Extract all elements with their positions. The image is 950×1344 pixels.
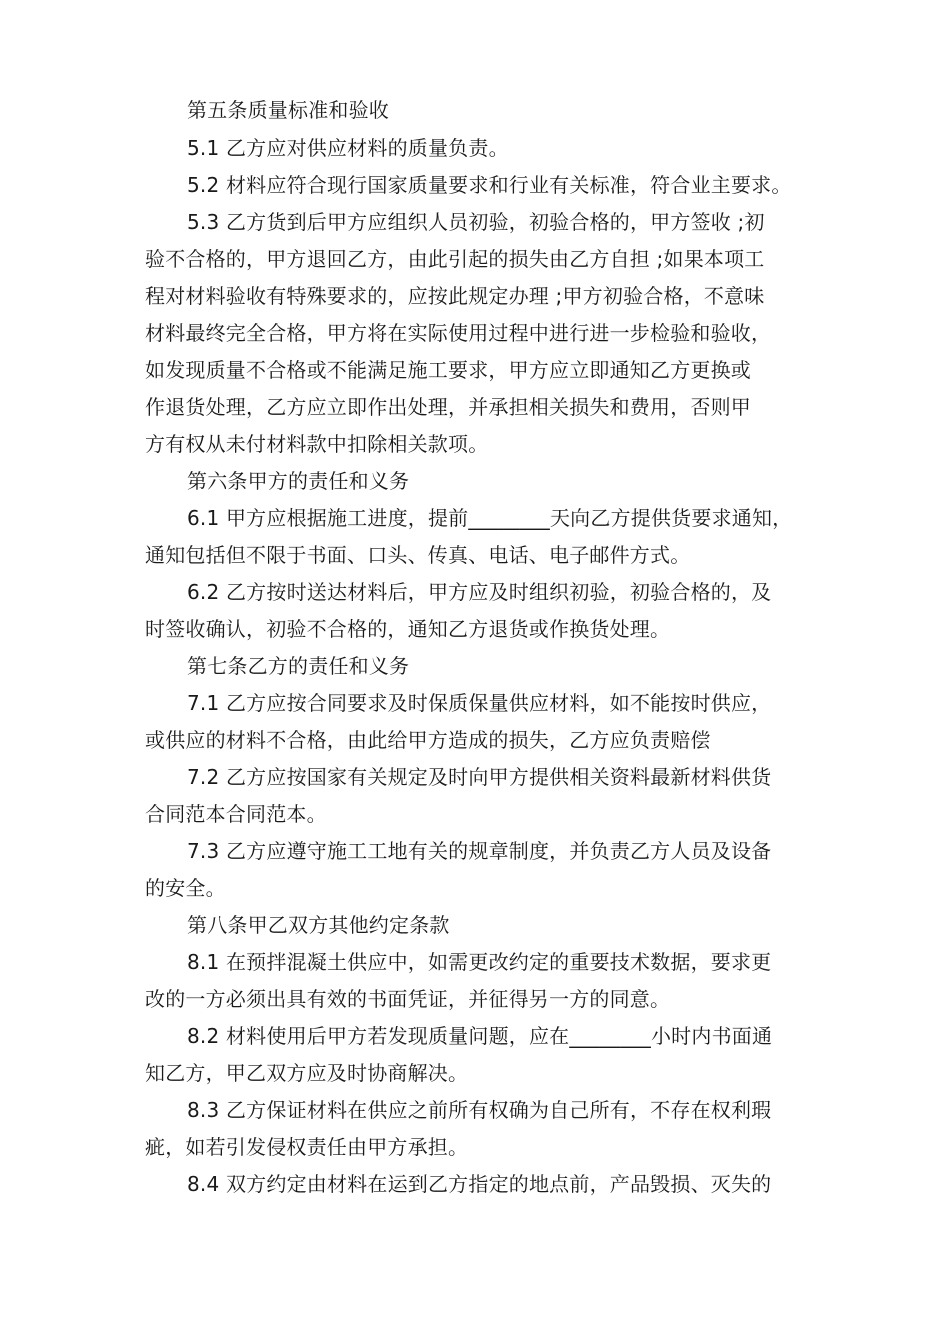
article-5-heading: 第五条质量标准和验收 bbox=[187, 98, 389, 122]
clause-6-1: 6.1 甲方应根据施工进度，提前________天向乙方提供货要求通知， bbox=[187, 506, 793, 530]
clause-8-3-line: 疵，如若引发侵权责任由甲方承担。 bbox=[145, 1135, 469, 1159]
clause-5-3-line: 材料最终完全合格，甲方将在实际使用过程中进行进一步检验和验收， bbox=[145, 321, 772, 345]
clause-8-3: 8.3 乙方保证材料在供应之前所有权确为自己所有，不存在权利瑕 bbox=[187, 1098, 772, 1122]
article-6-heading: 第六条甲方的责任和义务 bbox=[187, 469, 410, 493]
clause-8-2: 8.2 材料使用后甲方若发现质量问题，应在________小时内书面通 bbox=[187, 1024, 773, 1048]
clause-5-3-line: 验不合格的，甲方退回乙方，由此引起的损失由乙方自担 ;如果本项工 bbox=[145, 247, 765, 271]
clause-5-1: 5.1 乙方应对供应材料的质量负责。 bbox=[187, 136, 509, 160]
article-8-heading: 第八条甲乙双方其他约定条款 bbox=[187, 913, 450, 937]
clause-7-1-line: 或供应的材料不合格，由此给甲方造成的损失，乙方应负责赔偿 bbox=[145, 728, 711, 752]
clause-6-2: 6.2 乙方按时送达材料后，甲方应及时组织初验，初验合格的，及 bbox=[187, 580, 772, 604]
clause-5-2: 5.2 材料应符合现行国家质量要求和行业有关标准，符合业主要求。 bbox=[187, 173, 792, 197]
clause-5-3-line: 方有权从未付材料款中扣除相关款项。 bbox=[145, 432, 489, 456]
clause-5-3-line: 程对材料验收有特殊要求的，应按此规定办理 ;甲方初验合格，不意味 bbox=[145, 284, 765, 308]
clause-8-2-line: 知乙方，甲乙双方应及时协商解决。 bbox=[145, 1061, 469, 1085]
clause-7-1: 7.1 乙方应按合同要求及时保质保量供应材料，如不能按时供应， bbox=[187, 691, 772, 715]
clause-7-3: 7.3 乙方应遵守施工工地有关的规章制度，并负责乙方人员及设备 bbox=[187, 839, 772, 863]
clause-8-1: 8.1 在预拌混凝土供应中，如需更改约定的重要技术数据，要求更 bbox=[187, 950, 772, 974]
clause-5-3: 5.3 乙方货到后甲方应组织人员初验，初验合格的，甲方签收 ;初 bbox=[187, 210, 765, 234]
clause-7-3-line: 的安全。 bbox=[145, 876, 226, 900]
clause-7-2: 7.2 乙方应按国家有关规定及时向甲方提供相关资料最新材料供货 bbox=[187, 765, 772, 789]
clause-7-2-line: 合同范本合同范本。 bbox=[145, 802, 327, 826]
clause-8-4: 8.4 双方约定由材料在运到乙方指定的地点前，产品毁损、灭失的 bbox=[187, 1172, 772, 1196]
clause-6-2-line: 时签收确认，初验不合格的，通知乙方退货或作换货处理。 bbox=[145, 617, 671, 641]
clause-5-3-line: 作退货处理，乙方应立即作出处理，并承担相关损失和费用，否则甲 bbox=[145, 395, 751, 419]
article-7-heading: 第七条乙方的责任和义务 bbox=[187, 654, 410, 678]
clause-5-3-line: 如发现质量不合格或不能满足施工要求，甲方应立即通知乙方更换或 bbox=[145, 358, 751, 382]
clause-6-1-line: 通知包括但不限于书面、口头、传真、电话、电子邮件方式。 bbox=[145, 543, 691, 567]
clause-8-1-line: 改的一方必须出具有效的书面凭证，并征得另一方的同意。 bbox=[145, 987, 671, 1011]
